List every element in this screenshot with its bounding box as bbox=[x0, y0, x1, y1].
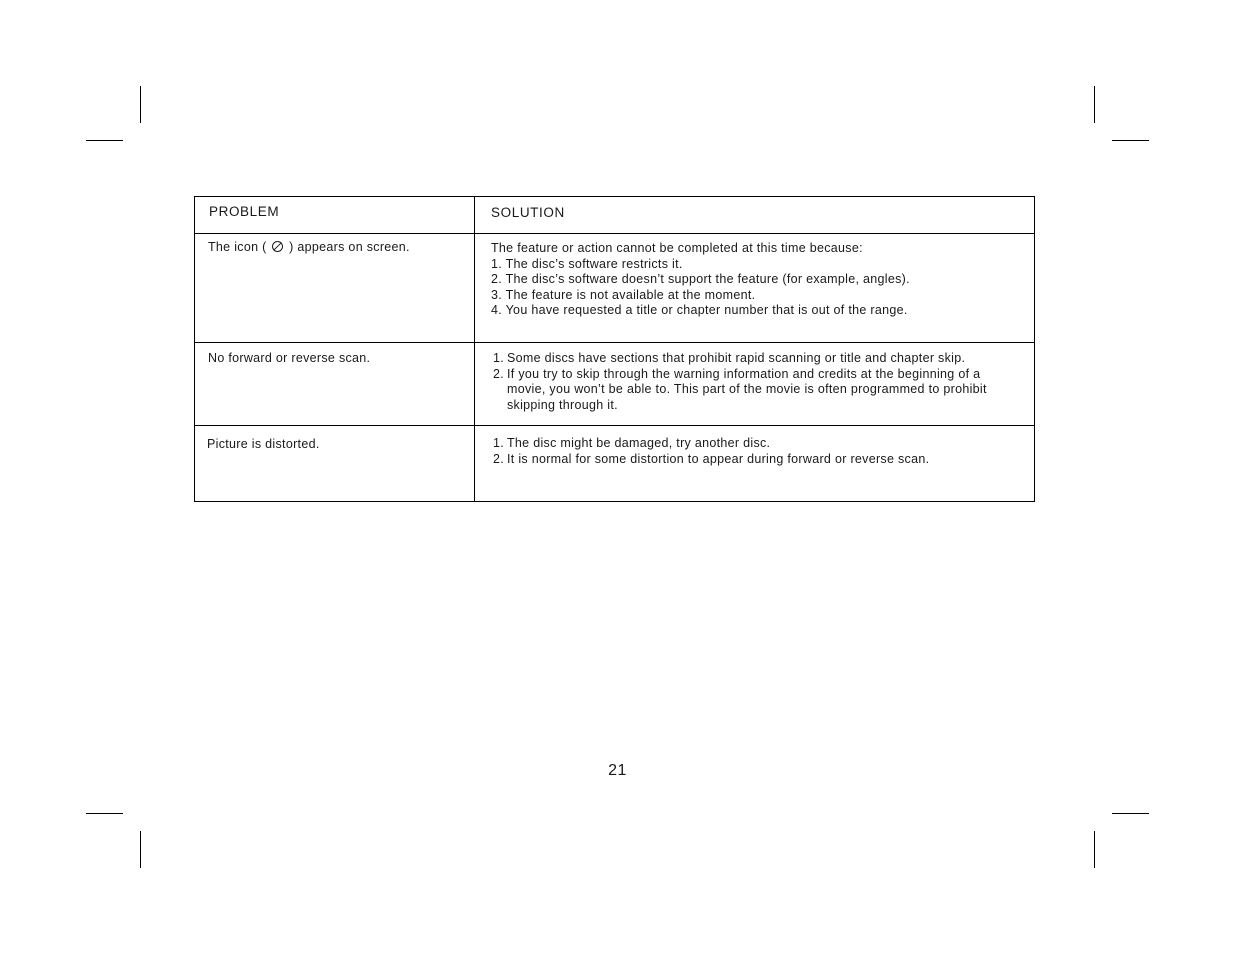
crop-mark-top-right-horizontal bbox=[1112, 140, 1149, 141]
solution-item: 3. The feature is not available at the moment. bbox=[491, 287, 756, 302]
table-row bbox=[195, 426, 1035, 502]
page-number: 21 bbox=[608, 762, 627, 779]
crop-mark-top-right-vertical bbox=[1094, 86, 1095, 123]
crop-mark-bottom-left-horizontal bbox=[86, 813, 123, 814]
problem-text: No forward or reverse scan. bbox=[208, 351, 371, 365]
problem-text-after-icon: ) appears on screen. bbox=[289, 240, 410, 254]
solution-list bbox=[475, 234, 1034, 319]
solution-item bbox=[493, 351, 1034, 367]
solution-item-text: Some discs have sections that prohibit rapid scanning or title and chapter skip. bbox=[507, 351, 966, 365]
solution-cell bbox=[475, 426, 1035, 502]
solution-list bbox=[475, 343, 1034, 413]
troubleshooting-table bbox=[194, 196, 1035, 502]
solution-item-text: If you try to skip through the warning information and credits at the beginning of a movie, you won’t be able to. This part of the movie is often programmed to prohibit skipping through it. bbox=[507, 366, 987, 412]
table-header-row bbox=[195, 197, 1035, 234]
solution-item-number: 1. bbox=[493, 436, 505, 450]
solution-item-text: It is normal for some distortion to appear during forward or reverse scan. bbox=[507, 451, 930, 466]
problem-text bbox=[195, 234, 474, 256]
table-row bbox=[195, 234, 1035, 343]
solution-item bbox=[493, 452, 1034, 468]
problem-text: Picture is distorted. bbox=[207, 437, 320, 451]
solution-cell bbox=[475, 343, 1035, 426]
problem-header bbox=[195, 197, 475, 234]
solution-item-number: 2. bbox=[493, 451, 505, 466]
problem-cell bbox=[195, 343, 475, 426]
solution-header bbox=[475, 197, 1035, 234]
solution-item-number: 1. bbox=[493, 351, 505, 365]
solution-item bbox=[493, 367, 1034, 414]
solution-header-label: SOLUTION bbox=[491, 205, 565, 220]
solution-item: 4. You have requested a title or chapter number that is out of the range. bbox=[491, 303, 908, 317]
solution-item: 2. The disc’s software doesn’t support the feature (for example, angles). bbox=[491, 272, 910, 286]
crop-mark-bottom-left-vertical bbox=[140, 831, 141, 868]
problem-text-before-icon: The icon ( bbox=[208, 240, 267, 254]
problem-cell bbox=[195, 234, 475, 343]
problem-cell bbox=[195, 426, 475, 502]
solution-item-number: 2. bbox=[493, 366, 505, 381]
solution-intro: The feature or action cannot be completed at this time because: bbox=[491, 241, 863, 255]
crop-mark-top-left-horizontal bbox=[86, 140, 123, 141]
solution-list bbox=[475, 426, 1034, 467]
solution-cell bbox=[475, 234, 1035, 343]
table-row bbox=[195, 343, 1035, 426]
solution-item-text: The disc might be damaged, try another disc. bbox=[507, 436, 771, 450]
solution-item: 1. The disc’s software restricts it. bbox=[491, 256, 683, 271]
no-entry-icon bbox=[272, 241, 283, 252]
crop-mark-bottom-right-vertical bbox=[1094, 831, 1095, 868]
crop-mark-top-left-vertical bbox=[140, 86, 141, 123]
crop-mark-bottom-right-horizontal bbox=[1112, 813, 1149, 814]
solution-item bbox=[493, 436, 1034, 452]
problem-header-label: PROBLEM bbox=[209, 204, 280, 219]
